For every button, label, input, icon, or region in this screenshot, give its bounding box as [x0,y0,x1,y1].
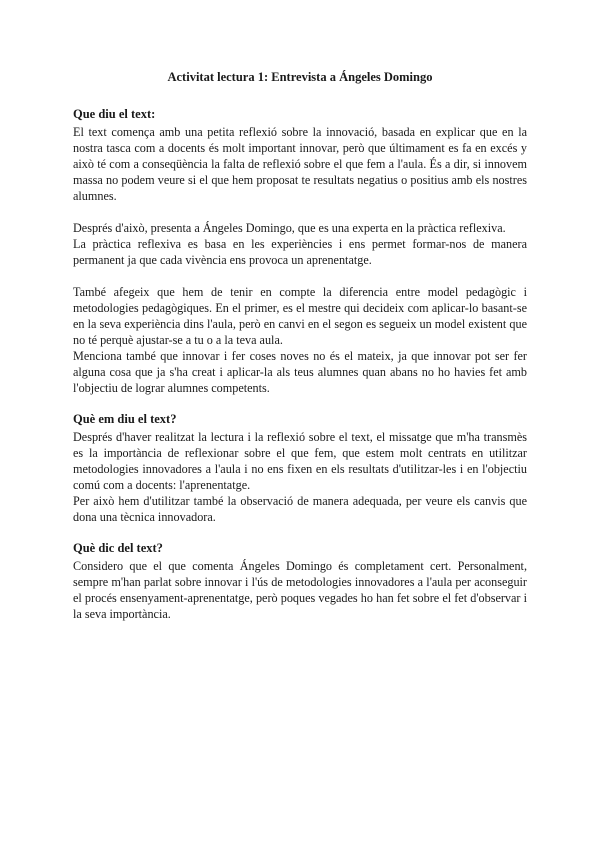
paragraph: Menciona també que innovar i fer coses noves no és el mateix, ja que innovar pot ser fer alguna cosa que ja s'ha creat i aplicar-la als teus alumnes quan abans no ho havies fet amb l'objectiu de lograr alumnes competents. [73,349,527,395]
paragraph: El text comença amb una petita reflexió sobre la innovació, basada en explicar que en la nostra tasca com a docents és molt important innovar, però que últimament es fa en excés y això té com a conseqüència la falta de reflexió sobre el que fem a l'aula. És a dir, si innovem massa no podem veure si el que hem proposat te resultats negatius o positius amb els nostres alumnes. [73,125,527,203]
section-heading-que-em-diu: Què em diu el text? [73,412,177,426]
paragraph: Considero que el que comenta Ángeles Domingo és completament cert. Personalment, sempre m'han parlat sobre innovar i l'ús de metodologies innovadores a l'aula per aconseguir el procés ensenyament-aprenentatge, però poques vegades ho han fet sobre el fet d'observar i la seva importància. [73,559,527,621]
section-heading-que-diu: Que diu el text: [73,107,156,121]
section-heading-que-dic: Què dic del text? [73,541,163,555]
paragraph: Després d'haver realitzat la lectura i la reflexió sobre el text, el missatge que m'ha transmès es la importància de reflexionar sobre el que fem, que estem molt centrats en utilitzar metodologies innovadores a l'aula i no ens fixen en els resultats d'utilitzar-les i en l'objectiu comú com a docents: l'aprenentatge. [73,430,527,492]
paragraph: Després d'això, presenta a Ángeles Domingo, que es una experta en la pràctica reflexiva. [73,221,506,235]
paragraph: També afegeix que hem de tenir en compte la diferencia entre model pedagògic i metodologies pedagògiques. En el primer, es el mestre qui decideix com aplicar-lo basant-se en la seva experiència dins l'aula, però en canvi en el segon es segueix un model existent que no té perquè ajustar-se a tu o a la teva aula. [73,285,527,347]
paragraph: La pràctica reflexiva es basa en les experiències i ens permet formar-nos de manera permanent ja que cada vivència ens provoca un aprenentatge. [73,237,527,267]
paragraph: Per això hem d'utilitzar també la observació de manera adequada, per veure els canvis que dona una tècnica innovadora. [73,494,527,524]
document-title: Activitat lectura 1: Entrevista a Ángeles Domingo [167,70,433,84]
